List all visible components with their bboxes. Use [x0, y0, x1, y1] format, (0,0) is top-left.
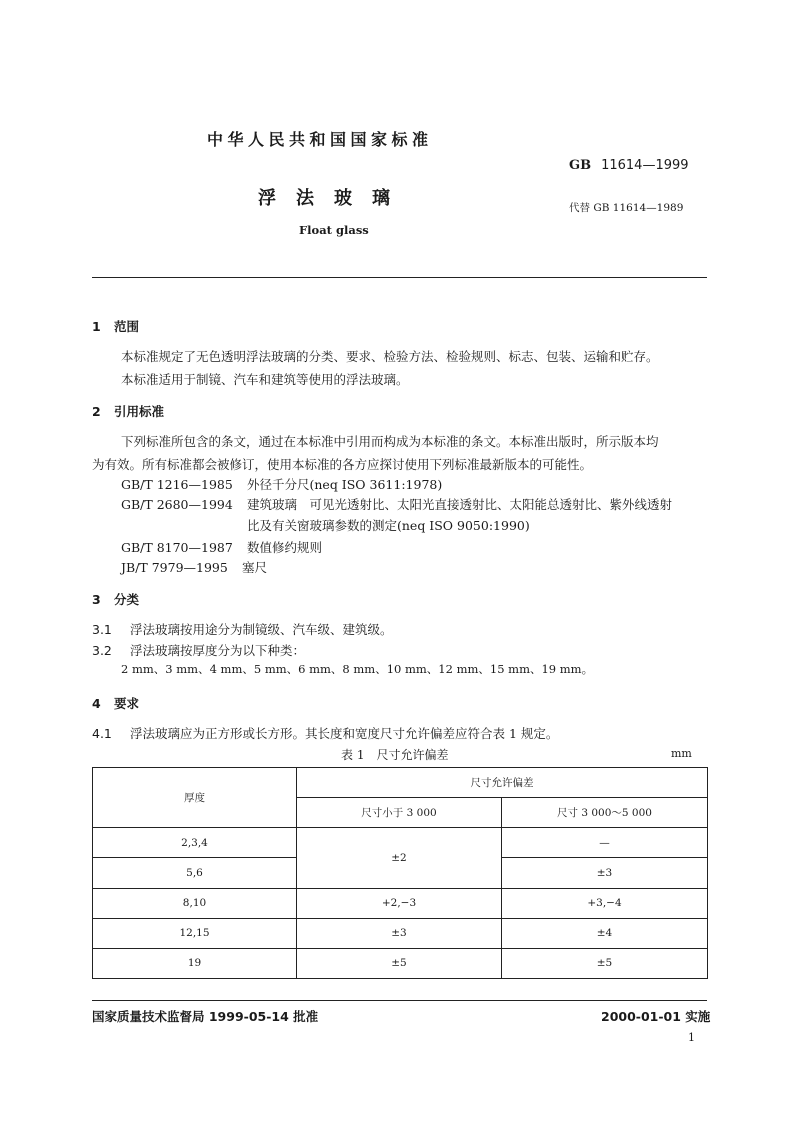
reference-item — [121, 495, 672, 513]
section-4-heading — [92, 694, 139, 712]
cell-3000-5000: ±5 — [502, 948, 708, 978]
section-number: 3 — [92, 592, 101, 607]
header-divider — [92, 277, 707, 278]
section-1-heading — [92, 317, 139, 335]
document-title: 浮法玻璃 — [258, 188, 410, 209]
reference-title-continuation: 比及有关窗玻璃参数的测定(neq ISO 9050:1990) — [247, 518, 530, 533]
standard-number — [569, 158, 689, 173]
replaces-standard: 代替 GB 11614—1989 — [569, 202, 684, 214]
table-header-row — [93, 768, 708, 798]
header-thickness: 厚度 — [93, 768, 297, 828]
clause-4-1 — [92, 724, 558, 742]
table-1-unit: mm — [671, 747, 692, 760]
section-title: 引用标准 — [114, 404, 165, 419]
reference-item — [121, 558, 267, 576]
tolerance-table — [92, 767, 708, 979]
clause-text: 浮法玻璃按用途分为制镜级、汽车级、建筑级。 — [130, 622, 393, 637]
cell-3000-5000: — — [502, 828, 708, 858]
section-3-heading — [92, 590, 139, 608]
reference-code: GB/T 8170—1987 — [121, 540, 233, 555]
footer-divider — [92, 1000, 707, 1001]
cell-lt-3000: ±2 — [297, 828, 502, 888]
cell-thickness: 5,6 — [93, 858, 297, 888]
reference-title: 建筑玻璃 可见光透射比、太阳光直接透射比、太阳能总透射比、紫外线透射 — [247, 497, 673, 512]
cell-3000-5000: ±3 — [502, 858, 708, 888]
cell-lt-3000: ±5 — [297, 948, 502, 978]
reference-item — [121, 475, 442, 493]
cell-thickness: 8,10 — [93, 888, 297, 918]
section-title: 要求 — [114, 696, 140, 711]
clause-text: 浮法玻璃按厚度分为以下种类： — [130, 643, 306, 658]
table-row — [93, 948, 708, 978]
section-number: 2 — [92, 404, 101, 419]
section-2-paragraph-line-2: 为有效。所有标准都会被修订，使用本标准的各方应探讨使用下列标准最新版本的可能性。 — [92, 457, 593, 472]
clause-3-2 — [92, 641, 305, 659]
cell-lt-3000: +2,−3 — [297, 888, 502, 918]
table-1 — [92, 767, 707, 979]
section-number: 1 — [92, 319, 101, 334]
table-row — [93, 828, 708, 858]
section-title: 分类 — [114, 592, 140, 607]
cell-thickness: 19 — [93, 948, 297, 978]
standard-code: 11614—1999 — [601, 158, 689, 173]
reference-title: 外径千分尺(neq ISO 3611:1978) — [247, 477, 443, 492]
cell-thickness: 12,15 — [93, 918, 297, 948]
reference-title: 数值修约规则 — [247, 540, 323, 555]
cell-thickness: 2,3,4 — [93, 828, 297, 858]
page-number: 1 — [688, 1031, 695, 1044]
section-number: 4 — [92, 696, 101, 711]
section-1-paragraph-2: 本标准适用于制镜、汽车和建筑等使用的浮法玻璃。 — [121, 372, 409, 387]
header-size-lt-3000: 尺寸小于 3 000 — [297, 798, 502, 828]
reference-code: JB/T 7979—1995 — [121, 560, 228, 575]
clause-number: 4.1 — [92, 726, 112, 741]
clause-3-1 — [92, 620, 393, 638]
reference-title: 塞尺 — [242, 560, 268, 575]
table-1-caption: 表 1 尺寸允许偏差 — [341, 748, 449, 762]
national-standard-title: 中华人民共和国国家标准 — [207, 130, 433, 149]
cell-3000-5000: +3,−4 — [502, 888, 708, 918]
standard-prefix: GB — [569, 158, 592, 173]
table-row — [93, 888, 708, 918]
clause-text: 浮法玻璃应为正方形或长方形。其长度和宽度尺寸允许偏差应符合表 1 规定。 — [130, 726, 559, 741]
document-title-english: Float glass — [299, 223, 369, 237]
section-1-paragraph-1: 本标准规定了无色透明浮法玻璃的分类、要求、检验方法、检验规则、标志、包装、运输和贮存。 — [121, 349, 659, 364]
header-size-3000-5000: 尺寸 3 000～5 000 — [502, 798, 708, 828]
section-2-heading — [92, 402, 164, 420]
approval-statement: 国家质量技术监督局 1999-05-14 批准 — [92, 1009, 319, 1024]
implementation-date: 2000-01-01 实施 — [601, 1009, 711, 1024]
cell-lt-3000: ±3 — [297, 918, 502, 948]
header-tolerance-group: 尺寸允许偏差 — [297, 768, 708, 798]
clause-number: 3.2 — [92, 643, 112, 658]
cell-3000-5000: ±4 — [502, 918, 708, 948]
reference-code: GB/T 1216—1985 — [121, 477, 233, 492]
section-2-paragraph-line-1: 下列标准所包含的条文，通过在本标准中引用而构成为本标准的条文。本标准出版时，所示版本均 — [121, 434, 659, 449]
reference-code: GB/T 2680—1994 — [121, 497, 233, 512]
thickness-list: 2 mm、3 mm、4 mm、5 mm、6 mm、8 mm、10 mm、12 mm、15 mm、19 mm。 — [121, 662, 594, 676]
reference-item — [121, 538, 322, 556]
clause-number: 3.1 — [92, 622, 112, 637]
table-row — [93, 918, 708, 948]
section-title: 范围 — [114, 319, 140, 334]
